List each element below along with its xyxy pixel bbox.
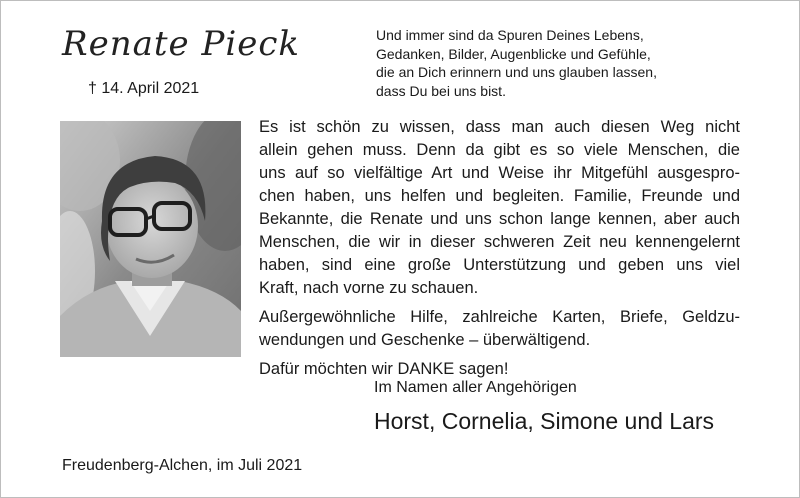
text-line: chen haben, uns helfen und begleiten. Familie, Freunde und bbox=[259, 187, 740, 205]
verse-line: Und immer sind da Spuren Deines Lebens, bbox=[376, 27, 644, 43]
memorial-verse bbox=[376, 26, 706, 100]
thank-you-text bbox=[259, 116, 740, 381]
verse-line: die an Dich erinnern und uns glauben lassen, bbox=[376, 64, 657, 80]
signers-names: Horst, Cornelia, Simone und Lars bbox=[374, 408, 715, 434]
place-date: Freudenberg-Alchen, im Juli 2021 bbox=[62, 457, 303, 474]
text-line: Außergewöhnliche Hilfe, zahlreiche Karten, Briefe, Geldzu- bbox=[259, 308, 740, 326]
death-date: † 14. April 2021 bbox=[88, 80, 200, 97]
text-line: Menschen, die wir in dieser schweren Zeit neu kennengelernt bbox=[259, 233, 740, 251]
on-behalf-line: Im Namen aller Angehörigen bbox=[374, 379, 577, 396]
portrait-photo bbox=[60, 121, 241, 357]
deceased-name: Renate Pieck bbox=[62, 24, 300, 64]
text-line: allein gehen muss. Denn da gibt es so viele Menschen, die bbox=[259, 141, 740, 159]
text-line: Bekannte, die Renate und uns schon lange kennen, aber auch bbox=[259, 210, 740, 228]
text-line: haben, sind eine große Unterstützung und geben uns viel bbox=[259, 256, 740, 274]
verse-line: dass Du bei uns bist. bbox=[376, 82, 506, 99]
verse-line: Gedanken, Bilder, Augenblicke und Gefühle, bbox=[376, 45, 651, 62]
text-line: uns auf so vielfältige Art und Weise ihr Mitgefühl ausgespro- bbox=[259, 164, 740, 182]
text-line: wendungen und Geschenke – überwältigend. bbox=[259, 331, 591, 349]
portrait-illustration bbox=[60, 121, 241, 357]
text-line: Kraft, nach vorne zu schauen. bbox=[259, 279, 479, 297]
text-line: Es ist schön zu wissen, dass man auch diesen Weg nicht bbox=[259, 118, 740, 136]
text-line: Dafür möchten wir DANKE sagen! bbox=[259, 360, 509, 378]
